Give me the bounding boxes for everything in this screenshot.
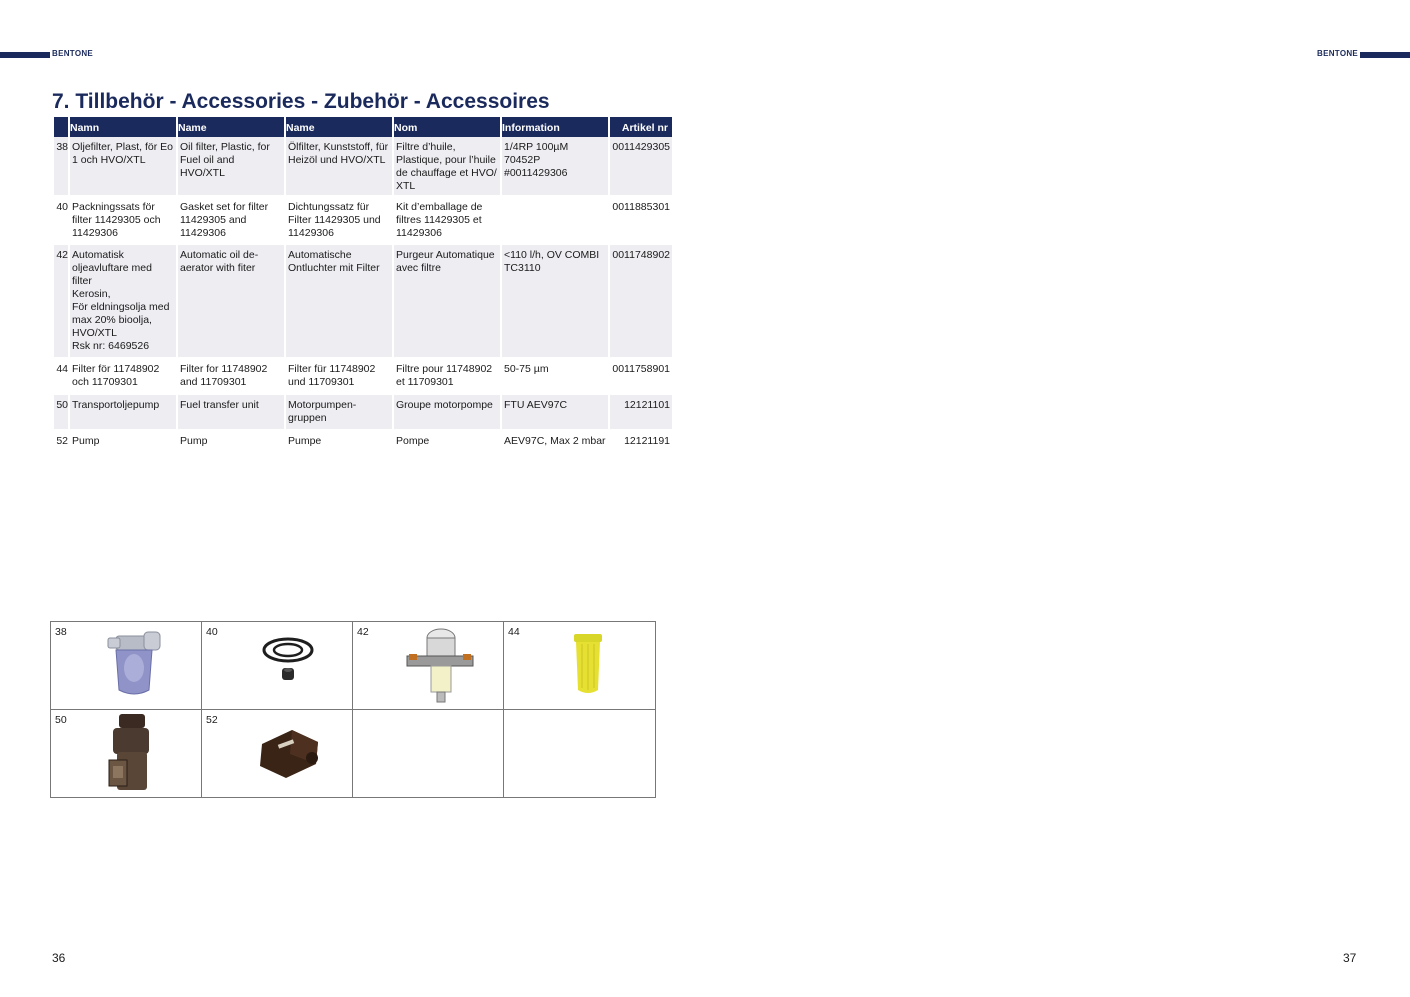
image-cell-38: [51, 622, 202, 710]
cell-position: 42: [54, 245, 68, 357]
image-cell-empty: [504, 710, 655, 797]
cell-text: Pump: [72, 435, 100, 447]
cell-text: 1/4RP 100µM 70452P #0011429306: [504, 141, 569, 179]
pump-icon: [256, 724, 324, 780]
table-row: [54, 245, 672, 357]
cell-name-sv: [70, 245, 176, 357]
cell-text: För eldningsolja med max 20% bioolja, HVO/XTL: [72, 301, 170, 339]
cell-text: Motorpumpen-gruppen: [288, 399, 357, 424]
table-row: [54, 137, 672, 195]
cell-name-fr: [394, 359, 500, 393]
cell-information: [502, 359, 608, 393]
deaerator-icon: [405, 626, 475, 706]
page-number-left: 36: [52, 951, 66, 965]
image-cell-empty: [353, 710, 504, 797]
cell-name-de: [286, 137, 392, 195]
cell-position: 38: [54, 137, 68, 195]
cell-name-fr: [394, 431, 500, 459]
cell-text: Fuel transfer unit: [180, 399, 259, 411]
cell-name-de: [286, 431, 392, 459]
row-spacer-cell: [54, 459, 672, 461]
cell-text: Kit d’emballage de filtres 11429305 et 11429306: [396, 201, 483, 239]
cell-text: Packningssats för filter 11429305 och 11429306: [72, 201, 161, 239]
image-label: 42: [357, 626, 369, 638]
cell-position: 50: [54, 395, 68, 429]
image-cell-40: [202, 622, 353, 710]
image-cell-44: [504, 622, 655, 710]
cell-text: Ölfilter, Kunststoff, für Heizöl und HVO/XTL: [288, 141, 389, 166]
column-header-artikel-nr: Artikel nr: [610, 117, 672, 137]
cell-name-sv: [70, 359, 176, 393]
cell-article-number: 0011748902: [610, 245, 672, 357]
cell-text: 50-75 µm: [504, 363, 549, 375]
cell-text: Pump: [180, 435, 208, 447]
table-row: [54, 197, 672, 243]
cell-text: Dichtungssatz für Filter 11429305 und 11429306: [288, 201, 381, 239]
image-cell-52: [202, 710, 353, 797]
cell-article-number: 0011758901: [612, 363, 670, 375]
cell-name-en: [178, 359, 284, 393]
oil-filter-icon: [106, 628, 162, 700]
image-label: 52: [206, 714, 218, 726]
cell-position: 40: [56, 201, 68, 213]
cell-name-fr: [394, 395, 500, 429]
cell-information: [502, 197, 608, 243]
cell-text: Transportoljepump: [72, 399, 160, 411]
cell-text: AEV97C, Max 2 mbar: [504, 435, 606, 447]
filter-element-icon: [570, 632, 606, 696]
cell-name-en: [178, 395, 284, 429]
page-number-right: 37: [1343, 951, 1357, 965]
cell-name-fr: [394, 137, 500, 195]
cell-text: Purgeur Automatique avec filtre: [396, 249, 495, 274]
cell-text: Groupe motorpompe: [396, 399, 493, 411]
fuel-transfer-unit-icon: [107, 712, 155, 794]
accessories-table: [52, 117, 674, 461]
cell-name-sv: [70, 431, 176, 459]
cell-text: Pompe: [396, 435, 430, 447]
cell-article-number: 12121191: [624, 435, 670, 447]
image-label: 44: [508, 626, 520, 638]
cell-text: Automatisk oljeavluftare med filter: [72, 249, 152, 287]
cell-information: [502, 137, 608, 195]
cell-name-en: [178, 137, 284, 195]
cell-name-fr: [394, 197, 500, 243]
cell-name-en: [178, 245, 284, 357]
column-header-nom: Nom: [394, 117, 500, 137]
cell-text: <110 l/h, OV COMBI TC3110: [504, 249, 600, 274]
cell-article-number: 0011429305: [610, 137, 672, 195]
cell-name-sv: [70, 137, 176, 195]
table-row: [54, 359, 672, 393]
cell-name-de: [286, 245, 392, 357]
column-header-information: Information: [502, 117, 608, 137]
cell-text: Filtre d’huile, Plastique, pour l’huile de chauffage et HVO/ XTL: [396, 141, 497, 192]
cell-information: [502, 431, 608, 459]
cell-text: Rsk nr: 6469526: [72, 340, 150, 352]
cell-text: FTU AEV97C: [504, 399, 568, 411]
table-header-row: [54, 117, 672, 137]
cell-name-en: [178, 431, 284, 459]
table-row: [54, 395, 672, 429]
cell-name-de: [286, 197, 392, 243]
image-grid: [50, 621, 656, 798]
cell-article-number: 0011885301: [612, 201, 670, 213]
cell-text: Filter för 11748902 och 11709301: [72, 363, 160, 388]
cell-text: Gasket set for filter 11429305 and 11429306: [180, 201, 269, 239]
cell-text: Kerosin,: [72, 288, 111, 300]
image-label: 38: [55, 626, 67, 638]
page-title: 7. Tillbehör - Accessories - Zubehör - Accessoires: [52, 90, 550, 113]
image-cell-42: [353, 622, 504, 710]
cell-text: Filtre pour 11748902 et 11709301: [396, 363, 493, 388]
cell-information: [502, 395, 608, 429]
cell-information: [502, 245, 608, 357]
cell-text: Automatische Ontluchter mit Filter: [288, 249, 380, 274]
row-spacer: [54, 459, 672, 461]
brand-bar-right: [1360, 52, 1410, 58]
cell-position: 52: [56, 435, 68, 447]
cell-article-number: 12121101: [610, 395, 672, 429]
image-cell-50: [51, 710, 202, 797]
cell-text: Filter für 11748902 und 11709301: [288, 363, 376, 388]
image-label: 50: [55, 714, 67, 726]
cell-name-fr: [394, 245, 500, 357]
column-header-namn: Namn: [70, 117, 176, 137]
cell-name-sv: [70, 395, 176, 429]
cell-name-de: [286, 359, 392, 393]
column-header-pos: [54, 117, 68, 137]
brand-label-left: BENTONE: [52, 49, 94, 58]
cell-text: Automatic oil de-aerator with fiter: [180, 249, 259, 274]
cell-name-de: [286, 395, 392, 429]
cell-name-en: [178, 197, 284, 243]
cell-text: Filter for 11748902 and 11709301: [180, 363, 268, 388]
brand-label-right: BENTONE: [1317, 49, 1359, 58]
gasket-set-icon: [260, 634, 316, 684]
brand-bar-left: [0, 52, 50, 58]
cell-text: Oil filter, Plastic, for Fuel oil and HVO/XTL: [180, 141, 270, 179]
cell-name-sv: [70, 197, 176, 243]
column-header-name-de: Name: [286, 117, 392, 137]
column-header-name-en: Name: [178, 117, 284, 137]
image-label: 40: [206, 626, 218, 638]
table-row: [54, 431, 672, 459]
cell-position: 44: [56, 363, 68, 375]
cell-text: Pumpe: [288, 435, 322, 447]
cell-text: Oljefilter, Plast, för Eo 1 och HVO/XTL: [72, 141, 173, 166]
